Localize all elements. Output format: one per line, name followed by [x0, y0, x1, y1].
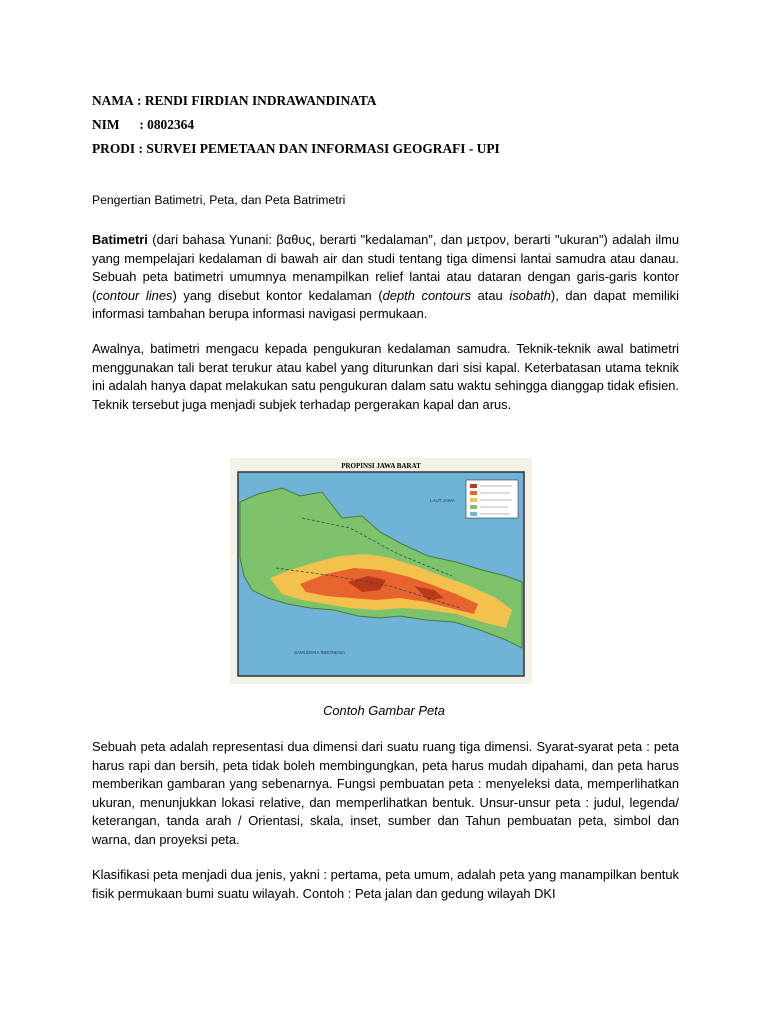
legend-swatch-mountains — [470, 491, 477, 495]
nim-row — [92, 113, 500, 137]
p1-italic-isobath: isobath — [509, 287, 551, 303]
p1-text-2: ) yang disebut kontor kedalaman ( — [172, 287, 383, 303]
prodi-label: PRODI — [92, 141, 136, 156]
student-header — [92, 89, 500, 161]
paragraph-peta: Sebuah peta adalah representasi dua dimensi dari suatu ruang tiga dimensi. Syarat-syarat peta : peta harus rapi dan bersih, peta tidak boleh membingungkan, peta harus mudah dipahami, dan peta harus memberikan gambaran yang sebenarnya. Fungsi pembuatan peta : menyeleksi data, memperlihatkan ukuran, menunjukkan lokasi relative, dan memperlihatkan bentuk. Unsur-unsur peta : judul, legenda/ keterangan, tanda arah / Orientasi, skala, inset, sumber dan Tahun pembuatan peta, simbol dan warna, dan proyeksi peta. — [92, 739, 679, 847]
p1-text-3: atau — [470, 287, 510, 303]
map-image — [230, 458, 532, 684]
nim-label: NIM — [92, 117, 120, 132]
paragraph-batimetri — [92, 231, 679, 324]
prodi-value: : SURVEI PEMETAAN DAN INFORMASI GEOGRAFI - UPI — [138, 141, 500, 156]
map-figure — [230, 458, 532, 684]
map-sea-north-label: LAUT JAWA — [430, 498, 455, 503]
legend-swatch-lowland — [470, 505, 477, 509]
legend-swatch-sea — [470, 512, 477, 516]
p1-text-4: ), dan dapat memiliki informasi tambahan berupa informasi navigasi permukaan. — [92, 287, 679, 322]
paragraph-awalnya: Awalnya, batimetri mengacu kepada pengukuran kedalaman samudra. Teknik-teknik awal batimetri menggunakan tali berat terukur atau kabel yang diturunkan dari sisi kapal. Keterbatasan utama teknik ini adalah hanya dapat melakukan satu pengukuran dalam satu waktu sehingga dianggap tidak efisien. Teknik tersebut juga menjadi subjek terhadap pergerakan kapal dan arus. — [92, 341, 679, 412]
name-value: : RENDI FIRDIAN INDRAWANDINATA — [137, 93, 377, 108]
name-row — [92, 89, 500, 113]
map-title: PROPINSI JAWA BARAT — [341, 462, 421, 470]
legend-swatch-hills — [470, 498, 477, 502]
term-batimetri: Batimetri — [92, 232, 148, 247]
p1-italic-contour: contour lines — [96, 287, 173, 303]
name-label: NAMA — [92, 93, 134, 108]
prodi-row — [92, 137, 500, 161]
map-legend — [466, 480, 518, 518]
nim-value: : 0802364 — [139, 117, 195, 132]
p1-text-1: (dari bahasa Yunani: βαθυς, berarti "kedalaman", dan μετρον, berarti "ukuran") adalah ilmu yang mempelajari kedalaman di bawah air dan studi tentang tiga dimensi lantai samudra atau danau. Sebuah peta batimetri umumnya menampilkan relief lantai atau dataran dengan garis-garis kontor ( — [92, 232, 679, 303]
section-title: Pengertian Batimetri, Peta, dan Peta Batrimetri — [92, 193, 346, 207]
map-sea-south-label: SAMUDERA INDONESIA — [294, 650, 346, 655]
p1-italic-depth: depth contours — [382, 287, 471, 303]
legend-swatch-peaks — [470, 484, 477, 488]
figure-caption: Contoh Gambar Peta — [323, 703, 445, 718]
paragraph-klasifikasi: Klasifikasi peta menjadi dua jenis, yakni : pertama, peta umum, adalah peta yang manampilkan bentuk fisik permukaan bumi suatu wilayah. Contoh : Peta jalan dan gedung wilayah DKI — [92, 867, 679, 901]
